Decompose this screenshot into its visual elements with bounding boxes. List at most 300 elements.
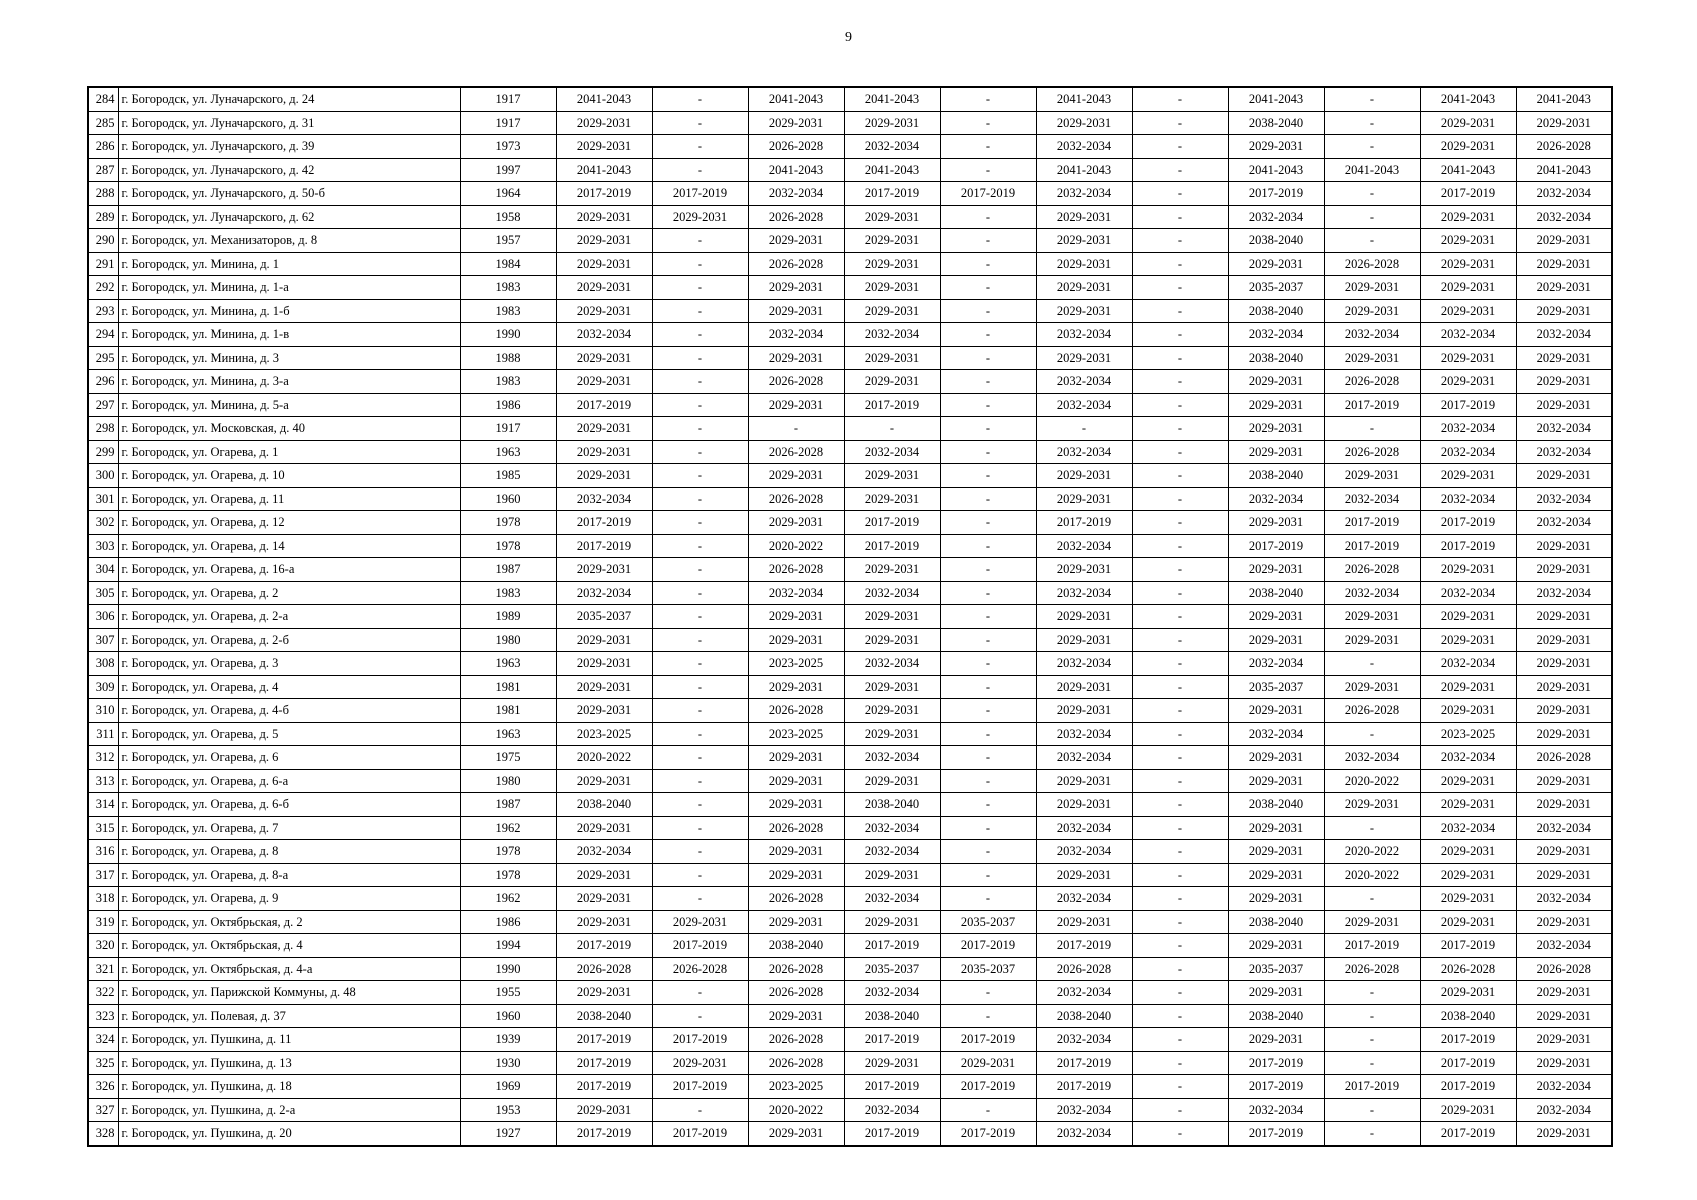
period-cell: 2032-2034	[1228, 487, 1324, 511]
period-cell: 2035-2037	[940, 957, 1036, 981]
address-cell: г. Богородск, ул. Огарева, д. 5	[118, 722, 460, 746]
table-row	[88, 840, 1612, 864]
table-row	[88, 205, 1612, 229]
period-cell: 2026-2028	[748, 558, 844, 582]
period-cell: -	[940, 158, 1036, 182]
period-cell: 2041-2043	[844, 87, 940, 111]
year-built-cell: 1963	[460, 722, 556, 746]
period-cell: 2032-2034	[748, 323, 844, 347]
table-row	[88, 1098, 1612, 1122]
period-cell: 2017-2019	[1420, 534, 1516, 558]
period-cell: 2017-2019	[844, 534, 940, 558]
period-cell: 2029-2031	[1228, 558, 1324, 582]
year-built-cell: 1990	[460, 957, 556, 981]
period-cell: 2017-2019	[556, 182, 652, 206]
table-row	[88, 487, 1612, 511]
period-cell: 2032-2034	[556, 487, 652, 511]
period-cell: 2017-2019	[844, 1122, 940, 1146]
row-number-cell: 289	[88, 205, 118, 229]
period-cell: -	[940, 205, 1036, 229]
period-cell: 2017-2019	[844, 1075, 940, 1099]
period-cell: -	[940, 699, 1036, 723]
period-cell: 2026-2028	[1324, 699, 1420, 723]
period-cell: 2032-2034	[1420, 440, 1516, 464]
period-cell: -	[940, 346, 1036, 370]
period-cell: 2029-2031	[1036, 863, 1132, 887]
period-cell: -	[652, 323, 748, 347]
period-cell: 2029-2031	[556, 299, 652, 323]
period-cell: 2017-2019	[844, 393, 940, 417]
period-cell: 2029-2031	[748, 229, 844, 253]
address-cell: г. Богородск, ул. Октябрьская, д. 4	[118, 934, 460, 958]
period-cell: 2029-2031	[1228, 370, 1324, 394]
period-cell: 2032-2034	[1420, 417, 1516, 441]
period-cell: 2029-2031	[1324, 346, 1420, 370]
address-cell: г. Богородск, ул. Огарева, д. 3	[118, 652, 460, 676]
period-cell: 2029-2031	[1036, 558, 1132, 582]
address-cell: г. Богородск, ул. Огарева, д. 1	[118, 440, 460, 464]
period-cell: 2029-2031	[1516, 675, 1612, 699]
address-cell: г. Богородск, ул. Пушкина, д. 2-а	[118, 1098, 460, 1122]
period-cell: -	[652, 346, 748, 370]
period-cell: 2017-2019	[1324, 511, 1420, 535]
period-cell: -	[1132, 417, 1228, 441]
period-cell: -	[1132, 1098, 1228, 1122]
period-cell: 2032-2034	[844, 135, 940, 159]
period-cell: 2029-2031	[556, 769, 652, 793]
period-cell: -	[652, 393, 748, 417]
period-cell: -	[940, 746, 1036, 770]
period-cell: -	[652, 1004, 748, 1028]
period-cell: 2029-2031	[1036, 229, 1132, 253]
year-built-cell: 1927	[460, 1122, 556, 1146]
period-cell: 2032-2034	[1036, 182, 1132, 206]
period-cell: 2026-2028	[1324, 370, 1420, 394]
period-cell: -	[652, 511, 748, 535]
period-cell: 2029-2031	[1228, 746, 1324, 770]
table-row	[88, 229, 1612, 253]
period-cell: 2035-2037	[556, 605, 652, 629]
period-cell: -	[940, 534, 1036, 558]
period-cell: 2029-2031	[1420, 252, 1516, 276]
period-cell: 2029-2031	[1516, 793, 1612, 817]
period-cell: -	[652, 746, 748, 770]
period-cell: 2029-2031	[1420, 887, 1516, 911]
period-cell: 2029-2031	[1516, 393, 1612, 417]
period-cell: 2017-2019	[1036, 934, 1132, 958]
row-number-cell: 290	[88, 229, 118, 253]
period-cell: -	[940, 769, 1036, 793]
period-cell: 2026-2028	[556, 957, 652, 981]
period-cell: 2029-2031	[1420, 840, 1516, 864]
period-cell: 2041-2043	[556, 87, 652, 111]
period-cell: 2026-2028	[748, 699, 844, 723]
period-cell: 2017-2019	[1036, 1051, 1132, 1075]
address-cell: г. Богородск, ул. Минина, д. 1-в	[118, 323, 460, 347]
address-cell: г. Богородск, ул. Огарева, д. 6-а	[118, 769, 460, 793]
period-cell: 2026-2028	[748, 252, 844, 276]
period-cell: 2029-2031	[844, 464, 940, 488]
period-cell: 2029-2031	[844, 910, 940, 934]
year-built-cell: 1980	[460, 628, 556, 652]
period-cell: 2029-2031	[1420, 111, 1516, 135]
period-cell: 2029-2031	[1516, 558, 1612, 582]
period-cell: 2029-2031	[1516, 722, 1612, 746]
period-cell: 2029-2031	[1420, 558, 1516, 582]
period-cell: 2017-2019	[1420, 511, 1516, 535]
period-cell: 2029-2031	[844, 346, 940, 370]
year-built-cell: 1978	[460, 534, 556, 558]
period-cell: 2017-2019	[844, 1028, 940, 1052]
period-cell: 2029-2031	[556, 464, 652, 488]
period-cell: 2017-2019	[844, 511, 940, 535]
period-cell: 2017-2019	[844, 934, 940, 958]
period-cell: 2029-2031	[1228, 769, 1324, 793]
period-cell: -	[1132, 793, 1228, 817]
table-row	[88, 628, 1612, 652]
period-cell: -	[1036, 417, 1132, 441]
period-cell: 2029-2031	[1420, 135, 1516, 159]
year-built-cell: 1980	[460, 769, 556, 793]
table-row	[88, 816, 1612, 840]
table-row	[88, 276, 1612, 300]
period-cell: -	[1324, 182, 1420, 206]
address-cell: г. Богородск, ул. Минина, д. 3-а	[118, 370, 460, 394]
period-cell: 2029-2031	[1228, 628, 1324, 652]
period-cell: 2029-2031	[844, 722, 940, 746]
period-cell: 2017-2019	[1420, 182, 1516, 206]
period-cell: 2032-2034	[1036, 581, 1132, 605]
table-row	[88, 182, 1612, 206]
period-cell: 2029-2031	[556, 370, 652, 394]
period-cell: 2026-2028	[1516, 957, 1612, 981]
period-cell: 2029-2031	[1516, 111, 1612, 135]
year-built-cell: 1955	[460, 981, 556, 1005]
period-cell: -	[652, 769, 748, 793]
period-cell: 2029-2031	[556, 346, 652, 370]
year-built-cell: 1994	[460, 934, 556, 958]
period-cell: 2026-2028	[748, 440, 844, 464]
period-cell: -	[652, 417, 748, 441]
address-cell: г. Богородск, ул. Пушкина, д. 18	[118, 1075, 460, 1099]
period-cell: -	[652, 840, 748, 864]
period-cell: 2035-2037	[1228, 957, 1324, 981]
period-cell: 2032-2034	[748, 182, 844, 206]
period-cell: -	[1132, 840, 1228, 864]
table-row	[88, 87, 1612, 111]
period-cell: 2029-2031	[748, 393, 844, 417]
period-cell: 2029-2031	[556, 699, 652, 723]
period-cell: 2029-2031	[556, 205, 652, 229]
period-cell: 2041-2043	[1036, 87, 1132, 111]
table-row	[88, 605, 1612, 629]
period-cell: 2017-2019	[556, 393, 652, 417]
period-cell: 2029-2031	[1324, 605, 1420, 629]
row-number-cell: 311	[88, 722, 118, 746]
period-cell: 2032-2034	[1036, 534, 1132, 558]
row-number-cell: 308	[88, 652, 118, 676]
period-cell: 2026-2028	[1036, 957, 1132, 981]
period-cell: 2038-2040	[844, 793, 940, 817]
period-cell: 2029-2031	[1420, 276, 1516, 300]
period-cell: -	[1132, 111, 1228, 135]
period-cell: 2029-2031	[1036, 487, 1132, 511]
period-cell: -	[652, 863, 748, 887]
period-cell: -	[1132, 135, 1228, 159]
period-cell: 2029-2031	[1516, 1051, 1612, 1075]
period-cell: 2038-2040	[1420, 1004, 1516, 1028]
period-cell: -	[1132, 464, 1228, 488]
address-cell: г. Богородск, ул. Пушкина, д. 13	[118, 1051, 460, 1075]
row-number-cell: 301	[88, 487, 118, 511]
period-cell: 2029-2031	[556, 863, 652, 887]
period-cell: -	[652, 135, 748, 159]
year-built-cell: 1981	[460, 699, 556, 723]
period-cell: 2041-2043	[748, 87, 844, 111]
period-cell: -	[1132, 487, 1228, 511]
period-cell: 2029-2031	[1036, 675, 1132, 699]
period-cell: 2038-2040	[556, 1004, 652, 1028]
row-number-cell: 295	[88, 346, 118, 370]
period-cell: 2029-2031	[1036, 628, 1132, 652]
period-cell: 2029-2031	[1420, 605, 1516, 629]
period-cell: 2029-2031	[1324, 675, 1420, 699]
period-cell: 2029-2031	[1228, 135, 1324, 159]
address-cell: г. Богородск, ул. Огарева, д. 10	[118, 464, 460, 488]
period-cell: 2032-2034	[1036, 370, 1132, 394]
table-row	[88, 135, 1612, 159]
period-cell: 2017-2019	[940, 934, 1036, 958]
period-cell: -	[940, 299, 1036, 323]
period-cell: 2029-2031	[556, 1098, 652, 1122]
period-cell: 2029-2031	[844, 769, 940, 793]
period-cell: -	[1132, 675, 1228, 699]
period-cell: 2029-2031	[1516, 370, 1612, 394]
period-cell: 2026-2028	[1516, 746, 1612, 770]
year-built-cell: 1973	[460, 135, 556, 159]
row-number-cell: 298	[88, 417, 118, 441]
period-cell: -	[652, 252, 748, 276]
period-cell: 2032-2034	[1516, 323, 1612, 347]
period-cell: 2032-2034	[1324, 746, 1420, 770]
period-cell: 2017-2019	[1036, 511, 1132, 535]
year-built-cell: 1978	[460, 840, 556, 864]
period-cell: 2029-2031	[1036, 464, 1132, 488]
period-cell: 2026-2028	[748, 370, 844, 394]
year-built-cell: 1978	[460, 863, 556, 887]
row-number-cell: 312	[88, 746, 118, 770]
table-row	[88, 957, 1612, 981]
year-built-cell: 1957	[460, 229, 556, 253]
period-cell: 2032-2034	[844, 581, 940, 605]
period-cell: 2029-2031	[1420, 346, 1516, 370]
period-cell: 2026-2028	[748, 1028, 844, 1052]
table-row	[88, 722, 1612, 746]
address-cell: г. Богородск, ул. Огарева, д. 8-а	[118, 863, 460, 887]
period-cell: 2026-2028	[748, 487, 844, 511]
period-cell: 2032-2034	[1228, 323, 1324, 347]
table-row	[88, 910, 1612, 934]
address-cell: г. Богородск, ул. Луначарского, д. 42	[118, 158, 460, 182]
period-cell: 2029-2031	[556, 816, 652, 840]
period-cell: -	[940, 87, 1036, 111]
period-cell: -	[1132, 934, 1228, 958]
period-cell: 2029-2031	[1516, 910, 1612, 934]
period-cell: 2029-2031	[1420, 229, 1516, 253]
period-cell: 2032-2034	[844, 981, 940, 1005]
period-cell: -	[1132, 605, 1228, 629]
period-cell: 2032-2034	[1036, 1098, 1132, 1122]
year-built-cell: 1939	[460, 1028, 556, 1052]
table-row	[88, 393, 1612, 417]
address-cell: г. Богородск, ул. Минина, д. 1	[118, 252, 460, 276]
period-cell: 2032-2034	[844, 652, 940, 676]
period-cell: 2026-2028	[748, 816, 844, 840]
address-cell: г. Богородск, ул. Огарева, д. 4-б	[118, 699, 460, 723]
page-number: 9	[845, 30, 852, 45]
period-cell: 2017-2019	[652, 1122, 748, 1146]
period-cell: 2041-2043	[1420, 87, 1516, 111]
period-cell: 2032-2034	[1516, 1098, 1612, 1122]
period-cell: 2032-2034	[1324, 323, 1420, 347]
address-cell: г. Богородск, ул. Огарева, д. 12	[118, 511, 460, 535]
period-cell: -	[652, 816, 748, 840]
period-cell: -	[940, 840, 1036, 864]
address-cell: г. Богородск, ул. Огарева, д. 2-а	[118, 605, 460, 629]
period-cell: 2017-2019	[556, 1051, 652, 1075]
period-cell: -	[940, 323, 1036, 347]
period-cell: 2041-2043	[1420, 158, 1516, 182]
period-cell: -	[1324, 887, 1420, 911]
period-cell: 2029-2031	[1228, 605, 1324, 629]
period-cell: 2041-2043	[1516, 158, 1612, 182]
row-number-cell: 287	[88, 158, 118, 182]
period-cell: 2020-2022	[1324, 840, 1420, 864]
period-cell: 2017-2019	[1420, 393, 1516, 417]
period-cell: 2032-2034	[1228, 205, 1324, 229]
year-built-cell: 1917	[460, 87, 556, 111]
table-row	[88, 1004, 1612, 1028]
period-cell: 2032-2034	[1036, 746, 1132, 770]
period-cell: -	[940, 675, 1036, 699]
period-cell: 2029-2031	[1228, 1028, 1324, 1052]
period-cell: 2026-2028	[748, 135, 844, 159]
year-built-cell: 1953	[460, 1098, 556, 1122]
period-cell: 2032-2034	[844, 887, 940, 911]
period-cell: 2032-2034	[1516, 1075, 1612, 1099]
year-built-cell: 1960	[460, 487, 556, 511]
period-cell: 2029-2031	[844, 628, 940, 652]
period-cell: 2029-2031	[1228, 511, 1324, 535]
period-cell: -	[940, 111, 1036, 135]
period-cell: 2032-2034	[1324, 581, 1420, 605]
period-cell: 2029-2031	[556, 252, 652, 276]
period-cell: 2041-2043	[844, 158, 940, 182]
period-cell: 2023-2025	[748, 652, 844, 676]
period-cell: -	[652, 722, 748, 746]
period-cell: 2032-2034	[556, 840, 652, 864]
period-cell: -	[1324, 205, 1420, 229]
period-cell: 2029-2031	[1516, 699, 1612, 723]
address-cell: г. Богородск, ул. Минина, д. 1-а	[118, 276, 460, 300]
period-cell: 2017-2019	[556, 934, 652, 958]
address-cell: г. Богородск, ул. Октябрьская, д. 4-а	[118, 957, 460, 981]
period-cell: 2032-2034	[1036, 1028, 1132, 1052]
period-cell: 2029-2031	[1516, 981, 1612, 1005]
address-cell: г. Богородск, ул. Луначарского, д. 24	[118, 87, 460, 111]
period-cell: 2029-2031	[556, 276, 652, 300]
period-cell: 2032-2034	[1036, 652, 1132, 676]
period-cell: 2029-2031	[1516, 1122, 1612, 1146]
period-cell: 2029-2031	[1228, 699, 1324, 723]
period-cell: 2032-2034	[1036, 323, 1132, 347]
period-cell: 2035-2037	[940, 910, 1036, 934]
period-cell: 2029-2031	[1324, 910, 1420, 934]
period-cell: 2029-2031	[748, 605, 844, 629]
period-cell: 2029-2031	[556, 675, 652, 699]
period-cell: 2029-2031	[1516, 299, 1612, 323]
period-cell: -	[652, 605, 748, 629]
period-cell: -	[652, 699, 748, 723]
period-cell: 2029-2031	[748, 111, 844, 135]
period-cell: -	[652, 487, 748, 511]
period-cell: 2017-2019	[556, 1075, 652, 1099]
row-number-cell: 291	[88, 252, 118, 276]
period-cell: -	[1132, 229, 1228, 253]
period-cell: 2029-2031	[556, 981, 652, 1005]
period-cell: 2038-2040	[748, 934, 844, 958]
period-cell: 2017-2019	[652, 182, 748, 206]
period-cell: 2029-2031	[652, 910, 748, 934]
period-cell: 2026-2028	[1516, 135, 1612, 159]
period-cell: -	[1324, 229, 1420, 253]
row-number-cell: 294	[88, 323, 118, 347]
period-cell: 2041-2043	[556, 158, 652, 182]
period-cell: -	[1132, 981, 1228, 1005]
period-cell: -	[748, 417, 844, 441]
period-cell: 2038-2040	[1228, 229, 1324, 253]
row-number-cell: 293	[88, 299, 118, 323]
period-cell: 2026-2028	[748, 887, 844, 911]
period-cell: -	[940, 628, 1036, 652]
period-cell: 2029-2031	[556, 652, 652, 676]
period-cell: 2017-2019	[1420, 1075, 1516, 1099]
period-cell: 2029-2031	[556, 229, 652, 253]
period-cell: 2041-2043	[1036, 158, 1132, 182]
period-cell: -	[940, 816, 1036, 840]
period-cell: -	[652, 276, 748, 300]
period-cell: -	[1132, 299, 1228, 323]
period-cell: 2029-2031	[556, 887, 652, 911]
row-number-cell: 307	[88, 628, 118, 652]
address-cell: г. Богородск, ул. Луначарского, д. 62	[118, 205, 460, 229]
table-row	[88, 1122, 1612, 1146]
period-cell: 2026-2028	[1324, 252, 1420, 276]
period-cell: 2038-2040	[1228, 346, 1324, 370]
period-cell: 2029-2031	[1516, 1028, 1612, 1052]
period-cell: 2035-2037	[844, 957, 940, 981]
table-row	[88, 370, 1612, 394]
address-cell: г. Богородск, ул. Огарева, д. 11	[118, 487, 460, 511]
period-cell: 2029-2031	[1420, 205, 1516, 229]
year-built-cell: 1984	[460, 252, 556, 276]
period-cell: 2032-2034	[556, 323, 652, 347]
period-cell: 2032-2034	[1516, 816, 1612, 840]
address-cell: г. Богородск, ул. Луначарского, д. 39	[118, 135, 460, 159]
period-cell: -	[844, 417, 940, 441]
period-cell: 2029-2031	[1516, 1004, 1612, 1028]
period-cell: -	[940, 440, 1036, 464]
